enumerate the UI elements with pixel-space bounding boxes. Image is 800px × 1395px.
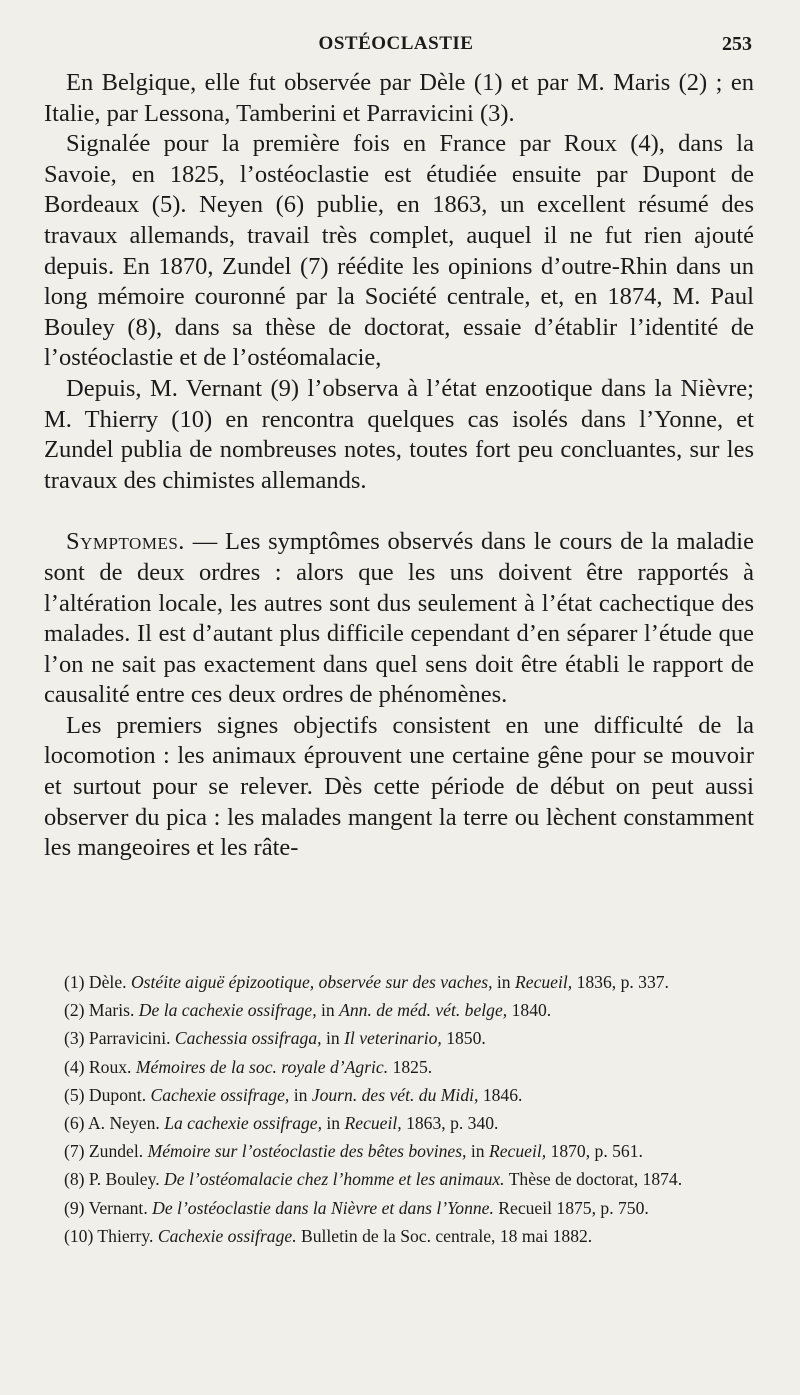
footnote-details: Recueil 1875, p. 750. [498,1197,649,1218]
paragraph: Signalée pour la première fois en France par Roux (4), dans la Savoie, en 1825, l’ostéoclastie est étudiée ensuite par Dupont de Bordeaux (5). Neyen (6) publie, en 1863, un excellent résumé des travaux allemands, travail très complet, auquel il ne fut rien ajouté depuis. En 1870, Zundel (7) réédite les opinions d’outre-Rhin dans un long mémoire couronné par la Société centrale, et, en 1874, M. Paul Bouley (8), dans sa thèse de doctorat, essaie d’établir l’identité de l’ostéoclastie et de l’ostéomalacie, [44,130,754,372]
footnote-author: Thierry. [97,1225,154,1246]
footnote-journal: Journ. des vét. du Midi, [311,1084,479,1105]
footnote-author: Vernant. [88,1197,148,1218]
footnote-title: Ostéite aiguë épizootique, observée sur des vaches, [130,972,493,992]
running-title: OSTÉOCLASTIE [318,33,474,54]
footnote [50,996,762,1024]
running-head [40,30,752,60]
footnote-author: Roux. [88,1056,132,1077]
footnote [50,1053,762,1081]
footnote-details: 1870, p. 561. [550,1141,643,1162]
footnote-number: (2) [64,1000,85,1021]
footnote-details: Thèse de doctorat, 1874. [508,1169,683,1190]
footnote [50,968,762,996]
footnote-source: in [496,972,511,992]
footnotes [50,968,762,1250]
footnote-source: in [326,1113,341,1134]
footnote-author: P. Bouley. [88,1169,160,1190]
footnote-author: A. Neyen. [87,1113,160,1134]
footnote-journal: Recueil, [515,972,573,992]
footnote-author: Dèle. [88,972,127,992]
paragraph: Depuis, M. Vernant (9) l’observa à l’état enzootique dans la Nièvre; M. Thierry (10) en rencontra quelques cas isolés dans l’Yonne, et Zundel publia de nombreuses notes, toutes fort peu concluantes, sur les travaux des chimistes allemands. [44,374,754,494]
footnote-title: Cachexie ossifrage, [150,1084,290,1105]
footnote-details: 1825. [392,1056,433,1077]
footnote-source: in [321,1000,335,1021]
footnote [50,1109,762,1137]
footnote-number: (6) [64,1113,85,1134]
footnote-title: De l’ostéomalacie chez l’homme et les animaux. [164,1169,505,1190]
paragraph-text: — Les symptômes observés dans le cours de la maladie sont de deux ordres : alors que les uns doivent être rapportés à l’altération locale, les autres sont dus seulement à l’état cachectique des malades. Il est d’autant plus difficile cependant d’en séparer l’étude que l’on ne sait pas exactement dans quel sens doit être établi le rapport de causalité entre ces deux ordres de phénomènes. [44,528,754,709]
footnote-author: Parravicini. [88,1028,171,1049]
footnote-number: (5) [64,1084,85,1105]
footnote-number: (10) [64,1225,94,1246]
footnote-title: Mémoires de la soc. royale d’Agric. [135,1056,389,1077]
body-text [44,68,754,864]
footnote-number: (7) [64,1141,85,1162]
symptoms-paragraph [44,527,754,711]
footnote-author: Dupont. [88,1084,147,1105]
footnote-number: (4) [64,1056,85,1077]
footnote-title: La cachexie ossifrage, [164,1113,323,1134]
footnote-author: Maris. [88,1000,135,1021]
footnote-title: De l’ostéoclastie dans la Nièvre et dans l’Yonne. [152,1197,494,1218]
footnote-details: 1850. [446,1028,486,1049]
footnote-source: in [325,1028,340,1049]
footnote-journal: Recueil, [488,1141,547,1162]
footnote-journal: Recueil, [344,1113,402,1134]
paragraph: En Belgique, elle fut observée par Dèle (1) et par M. Maris (2) ; en Italie, par Lessona, Tamberini et Parravicini (3). [44,69,754,127]
section-lead: Symptomes. [66,528,185,556]
footnote-details: 1846. [482,1084,523,1105]
footnote-details: 1863, p. 340. [406,1113,499,1134]
paragraph: Les premiers signes objectifs consistent en une difficulté de la locomotion : les animaux éprouvent une certaine gêne pour se mouvoir et surtout pour se relever. Dès cette période de début on peut aussi observer du pica : les malades mangent la terre ou lèchent constamment les mangeoires et les râte- [44,711,754,862]
footnote-details: 1836, p. 337. [576,972,669,992]
footnote-title: Cachexie ossifrage. [157,1225,297,1246]
footnote-number: (8) [64,1169,85,1190]
footnote-number: (9) [64,1197,85,1218]
footnote-number: (1) [64,972,85,992]
footnote-author: Zundel. [88,1141,144,1162]
footnote [50,1165,762,1193]
footnote-details: Bulletin de la Soc. centrale, 18 mai 1882. [301,1225,593,1246]
footnote [50,1222,762,1250]
footnote-source: in [470,1141,485,1162]
footnote-details: 1840. [511,1000,552,1021]
footnote-title: Cachessia ossifraga, [174,1028,322,1049]
page-number: 253 [722,33,752,55]
footnote-source: in [293,1084,308,1105]
footnote [50,1081,762,1109]
footnote [50,1194,762,1222]
footnote-number: (3) [64,1028,85,1049]
footnote-journal: Il veterinario, [344,1028,442,1049]
footnote [50,1024,762,1052]
footnote [50,1137,762,1165]
footnote-journal: Ann. de méd. vét. belge, [339,1000,508,1021]
footnote-title: Mémoire sur l’ostéoclastie des bêtes bovines, [147,1141,467,1162]
footnote-title: De la cachexie ossifrage, [138,1000,317,1021]
